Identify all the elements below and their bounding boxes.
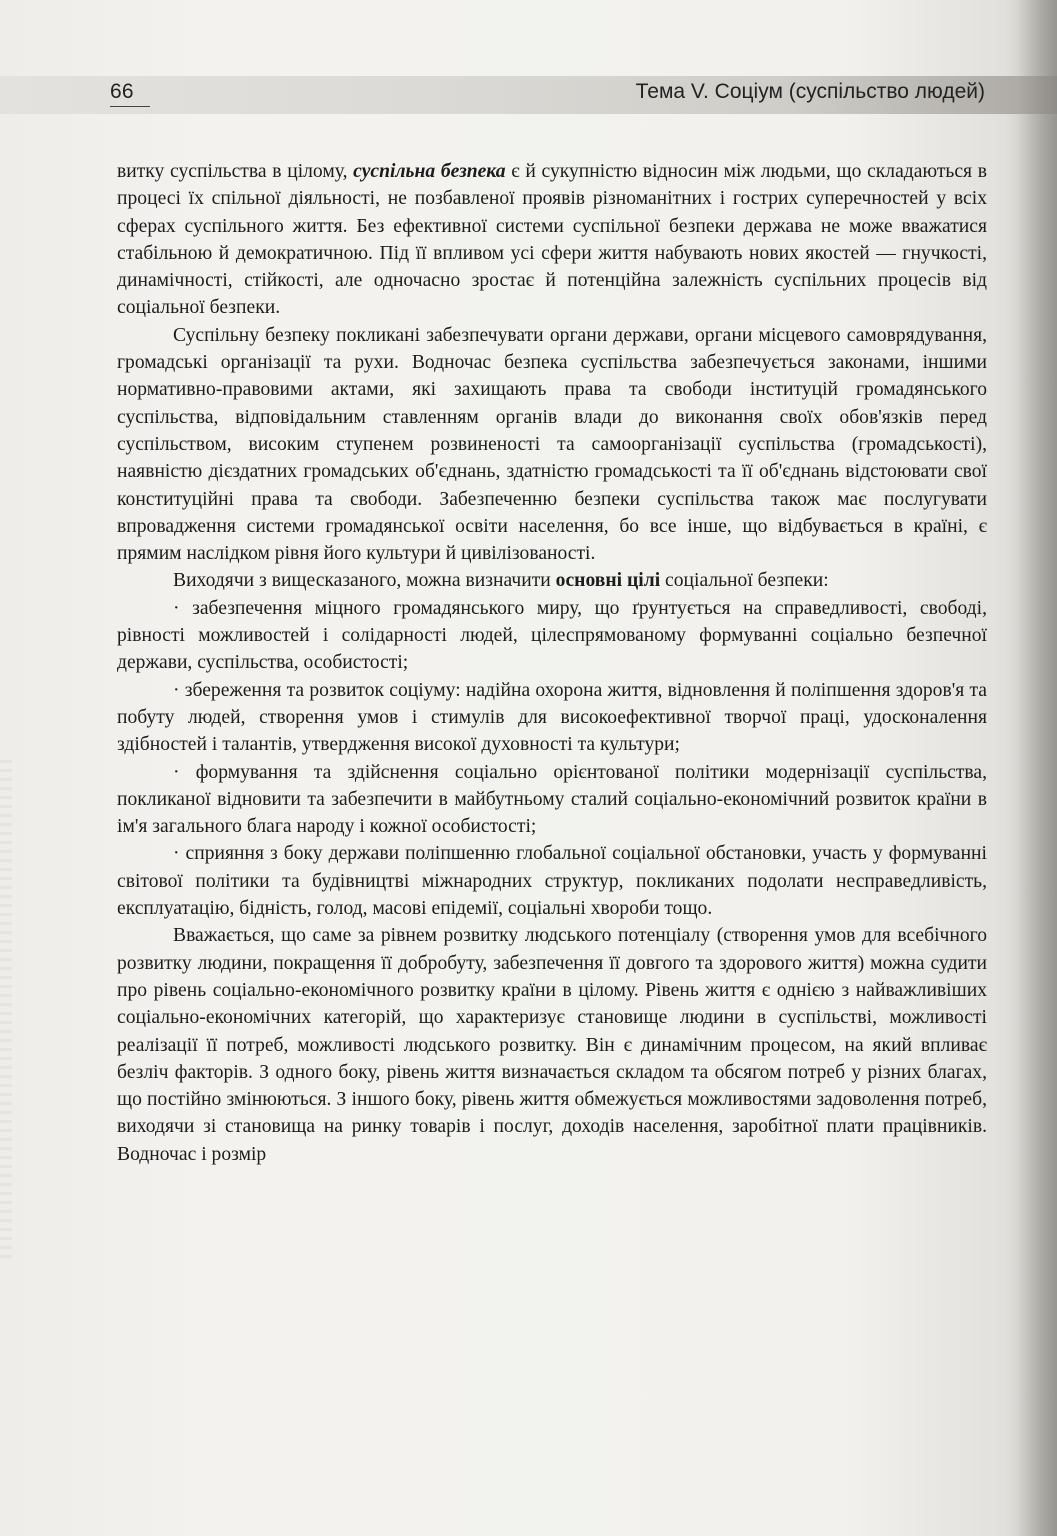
scan-margin-noise xyxy=(0,760,12,1260)
header-rule xyxy=(110,106,150,107)
list-item-4: · сприяння з боку держави поліпшенню глобальної соціальної обстановки, участь у формуванні світової політики та будівництві міжнародних структур, покликаних подолати несправедливість, експлуатацію, бідність, голод, масові епідемії, соціальні хвороби тощо. xyxy=(117,843,987,920)
page-edge-shadow xyxy=(1017,0,1057,1536)
paragraph-1-start: витку суспільства в цілому, xyxy=(117,161,354,182)
paragraph-1-rest: є й сукупністю відносин між людьми, що складаються в процесі їх спільної діяльності, не позбавленої проявів різноманітних і гострих суперечностей у всіх сферах суспільного життя. Без ефективної системи суспільної безпеки держава не може вважатися стабільною й демократичною. Під її впливом усі сфери життя набувають нових якостей — гнучкості, динамічності, стійкості, але одночасно зростає й потенційна залежність суспільних процесів від соціальної безпеки. xyxy=(117,161,987,319)
term-main-goals: основні цілі xyxy=(555,570,661,592)
paragraph-4: Вважається, що саме за рівнем розвитку людського потенціалу (створення умов для всебічного розвитку людини, покращення її добробуту, забезпечення її довгого та здорового життя) можна судити про рівень соціально-економічного розвитку країни в цілому. Рівень життя є однією з найважливіших соціально-економічних категорій, що характеризує становище людини в суспільстві, можливості реалізації її потреб, можливості людського розвитку. Він є динамічним процесом, на який впливає безліч факторів. З одного боку, рівень життя визначається складом та обсягом потреб у різних благах, що постійно змінюються. З іншого боку, рівень життя обмежується можливостями задоволення потреб, виходячи зі становища на ринку товарів і послуг, доходів населення, заробітної плати працівників. Водночас і розмір xyxy=(117,925,987,1165)
term-social-security: суспільна безпека xyxy=(353,161,506,182)
running-title: Тема V. Соціум (суспільство людей) xyxy=(635,80,985,103)
body-text xyxy=(117,158,987,1168)
paragraph-3-rest: соціальної безпеки: xyxy=(660,570,829,592)
list-item-2: · збереження та розвиток соціуму: надійна охорона життя, відновлення й поліпшення здоров'я та побуту людей, створення умов і стимулів для високоефективної творчої праці, удосконалення здібностей і талантів, утвердження високої духовності та культури; xyxy=(117,679,987,756)
list-item-1: · забезпечення міцного громадянського миру, що ґрунтується на справедливості, свободі, рівності можливостей і солідарності людей, цілеспрямованому формуванні соціально безпечної держави, суспільства, особистості; xyxy=(117,597,987,674)
paragraph-1 xyxy=(117,158,987,322)
page-number: 66 xyxy=(110,80,134,103)
paragraph-3 xyxy=(117,567,987,594)
paragraph-3-start: Виходячи з вищесказаного, можна визначити xyxy=(173,570,556,592)
paragraph-2: Суспільну безпеку покликані забезпечувати органи держави, органи місцевого самоврядування, громадські організації та рухи. Водночас безпека суспільства забезпечується законами, іншими нормативно-правовими актами, які захищають права та свободи інституцій громадянського суспільства, відповідальним ставленням органів влади до виконання своїх обов'язків перед суспільством, високим ступенем розвиненості та самоорганізації суспільства (громадськості), наявністю дієздатних громадських об'єднань, здатністю громадськості та її об'єднань відстоювати свої конституційні права та свободи. Забезпеченню безпеки суспільства також має послугувати впровадження системи громадянської освіти населення, бо все інше, що відбувається в країні, є прямим наслідком рівня його культури й цивілізованості. xyxy=(117,324,987,565)
list-item-3: · формування та здійснення соціально орієнтованої політики модернізації суспільства, покликаної відновити та забезпечити в майбутньому сталий соціально-економічний розвиток країни в ім'я загального блага народу і кожної особистості; xyxy=(117,761,987,838)
